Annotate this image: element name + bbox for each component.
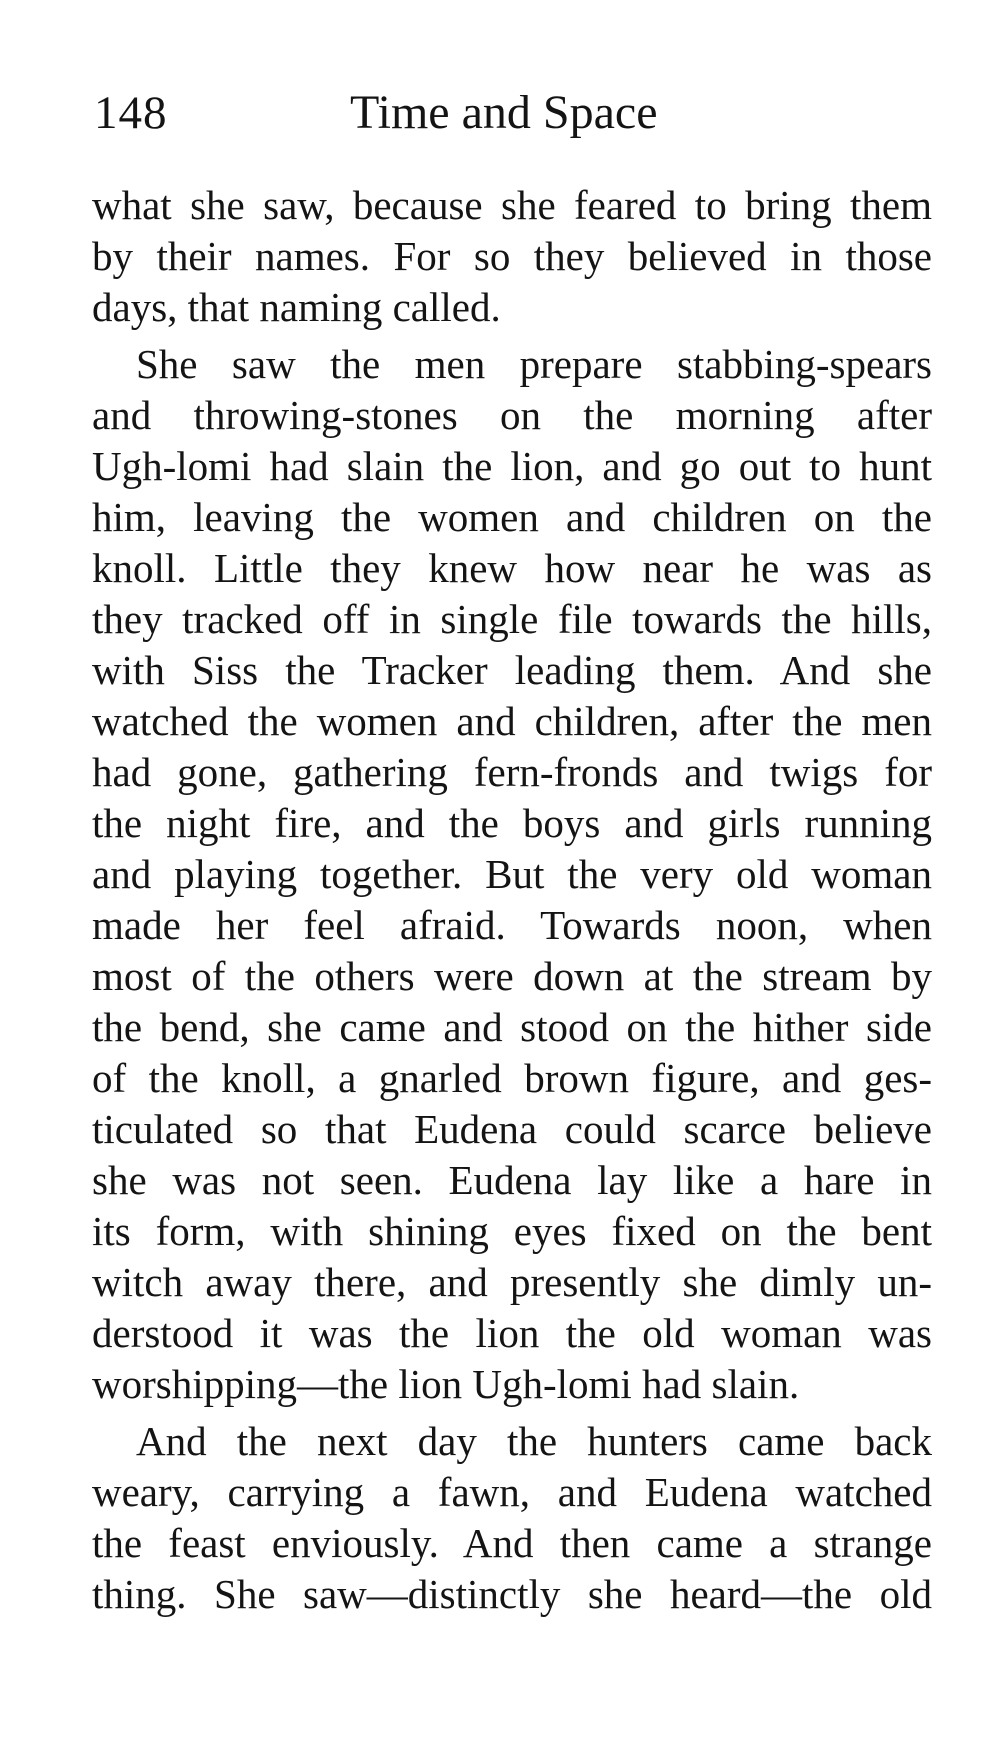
running-title: Time and Space: [350, 86, 658, 139]
text-line: derstood it was the lion the old woman was: [92, 1310, 932, 1356]
text-line: weary, carrying a fawn, and Eudena watched: [92, 1469, 932, 1515]
text-line: thing. She saw—distinctly she heard—the old: [92, 1571, 932, 1617]
text-line: days, that naming called.: [92, 284, 501, 330]
text-line: witch away there, and presently she dimly un-: [92, 1259, 932, 1305]
text-line: Ugh-lomi had slain the lion, and go out to hunt: [92, 443, 932, 489]
text-line: they tracked off in single file towards the hills,: [92, 596, 932, 642]
text-line: And the next day the hunters came back: [136, 1418, 932, 1464]
text-line: made her feel afraid. Towards noon, when: [92, 902, 932, 948]
page-header: [92, 78, 932, 148]
text-line: had gone, gathering fern-fronds and twigs for: [92, 749, 932, 795]
text-line: him, leaving the women and children on the: [92, 494, 932, 540]
text-line: watched the women and children, after the men: [92, 698, 932, 744]
page-number: 148: [94, 87, 168, 139]
text-line: worshipping—the lion Ugh-lomi had slain.: [92, 1361, 800, 1407]
text-line: ticulated so that Eudena could scarce believe: [92, 1106, 932, 1152]
text-line: what she saw, because she feared to bring them: [92, 182, 932, 228]
text-line: the feast enviously. And then came a strange: [92, 1520, 932, 1566]
text-line: She saw the men prepare stabbing-spears: [136, 341, 932, 387]
text-line: the bend, she came and stood on the hither side: [92, 1004, 932, 1050]
text-line: with Siss the Tracker leading them. And she: [92, 647, 932, 693]
text-line: she was not seen. Eudena lay like a hare in: [92, 1157, 932, 1203]
text-line: and throwing-stones on the morning after: [92, 392, 932, 438]
text-line: of the knoll, a gnarled brown figure, and ges-: [92, 1055, 932, 1101]
body-text: [92, 180, 932, 1620]
text-line: by their names. For so they believed in those: [92, 233, 932, 279]
text-line: and playing together. But the very old woman: [92, 851, 932, 897]
text-line: knoll. Little they knew how near he was as: [92, 545, 932, 591]
text-line: the night fire, and the boys and girls running: [92, 800, 932, 846]
text-line: its form, with shining eyes fixed on the bent: [92, 1208, 932, 1254]
text-line: most of the others were down at the stream by: [92, 953, 932, 999]
